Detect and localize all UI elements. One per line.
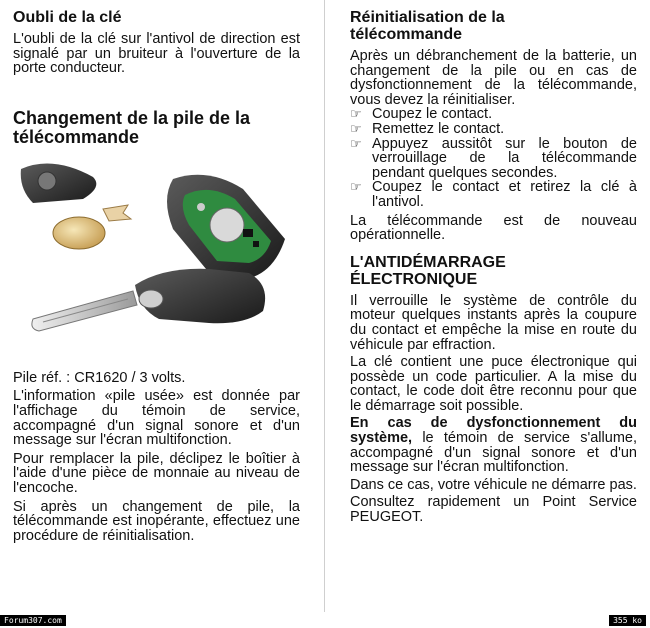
immobilizer-text-1: Il verrouille le système de contrôle du moteur quelques instants après la coupure du contact et empêche la mise en route du véhicule par effraction. — [350, 292, 637, 353]
step-3: ☞ Appuyez aussitôt sur le bouton de verrouillage de la télécommande pendant quelques secondes. — [350, 135, 637, 181]
hand-pointing-icon: ☞ — [350, 135, 362, 151]
immobilizer-text-2: La clé contient une puce électronique qui possède un code particulier. A la mise du contact, le code doit être reconnu pour que le démarrage soit possible. — [350, 354, 637, 414]
hand-pointing-icon: ☞ — [350, 179, 362, 195]
step-1: ☞ Coupez le contact. — [350, 106, 493, 123]
column-divider — [324, 0, 325, 612]
section-title-immobilizer: L'ANTIDÉMARRAGE ÉLECTRONIQUE — [350, 253, 506, 288]
reinit-intro-text: Après un débranchement de la batterie, un changement de la pile ou en cas de dysfonctionnement de la télécommande, vous devez la réinitialiser. — [350, 48, 637, 108]
replace-battery-text: Pour remplacer la pile, déclipez le boîtier à l'aide d'une pièce de monnaie au niveau de l'encoche. — [13, 450, 300, 496]
low-battery-text: L'information «pile usée» est donnée par l'affichage du témoin de service, accompagné d'un signal sonore et d'un message sur l'écran multifonction. — [13, 388, 300, 449]
key-remote-image — [13, 159, 300, 367]
immobilizer-text-3: En cas de dysfonctionnement du système, le témoin de service s'allume, accompagné d'un signal sonore et d'un message sur l'écran multifonction. — [350, 415, 637, 476]
reinit-hint-text: Si après un changement de pile, la télécommande est inopérante, effectuez une procédure de réinitialisation. — [13, 498, 300, 544]
watermark-left: Forum307.com — [0, 615, 66, 626]
reinit-done-text: La télécommande est de nouveau opérationnelle. — [350, 212, 637, 244]
section-title-battery: Changement de la pile de la télécommande — [13, 107, 251, 147]
remote-battery-illustration — [13, 159, 300, 367]
forgot-key-text: L'oubli de la clé sur l'antivol de direction est signalé par un bruiteur à l'ouverture de la porte conducteur. — [13, 31, 300, 77]
hand-pointing-icon: ☞ — [350, 120, 362, 136]
step-2: ☞ Remettez le contact. — [350, 120, 505, 137]
left-column — [13, 0, 300, 543]
immobilizer-text-5: Consultez rapidement un Point Service PEUGEOT. — [350, 494, 637, 526]
watermark-right: 355 ko — [609, 615, 646, 626]
right-column — [350, 0, 637, 525]
footer-bar — [0, 612, 650, 628]
section-title-forgot-key: Oubli de la clé — [13, 9, 122, 26]
section-title-reinit: Réinitialisation de la télécommande — [350, 9, 505, 43]
hand-pointing-icon: ☞ — [350, 106, 362, 122]
battery-cell-icon — [210, 208, 244, 242]
immobilizer-text-4: Dans ce cas, votre véhicule ne démarre pas. — [350, 476, 637, 493]
coin-icon — [53, 217, 105, 249]
battery-ref-text: Pile réf. : CR1620 / 3 volts. — [13, 369, 186, 386]
step-4: ☞ Coupez le contact et retirez la clé à l'antivol. — [350, 179, 637, 210]
